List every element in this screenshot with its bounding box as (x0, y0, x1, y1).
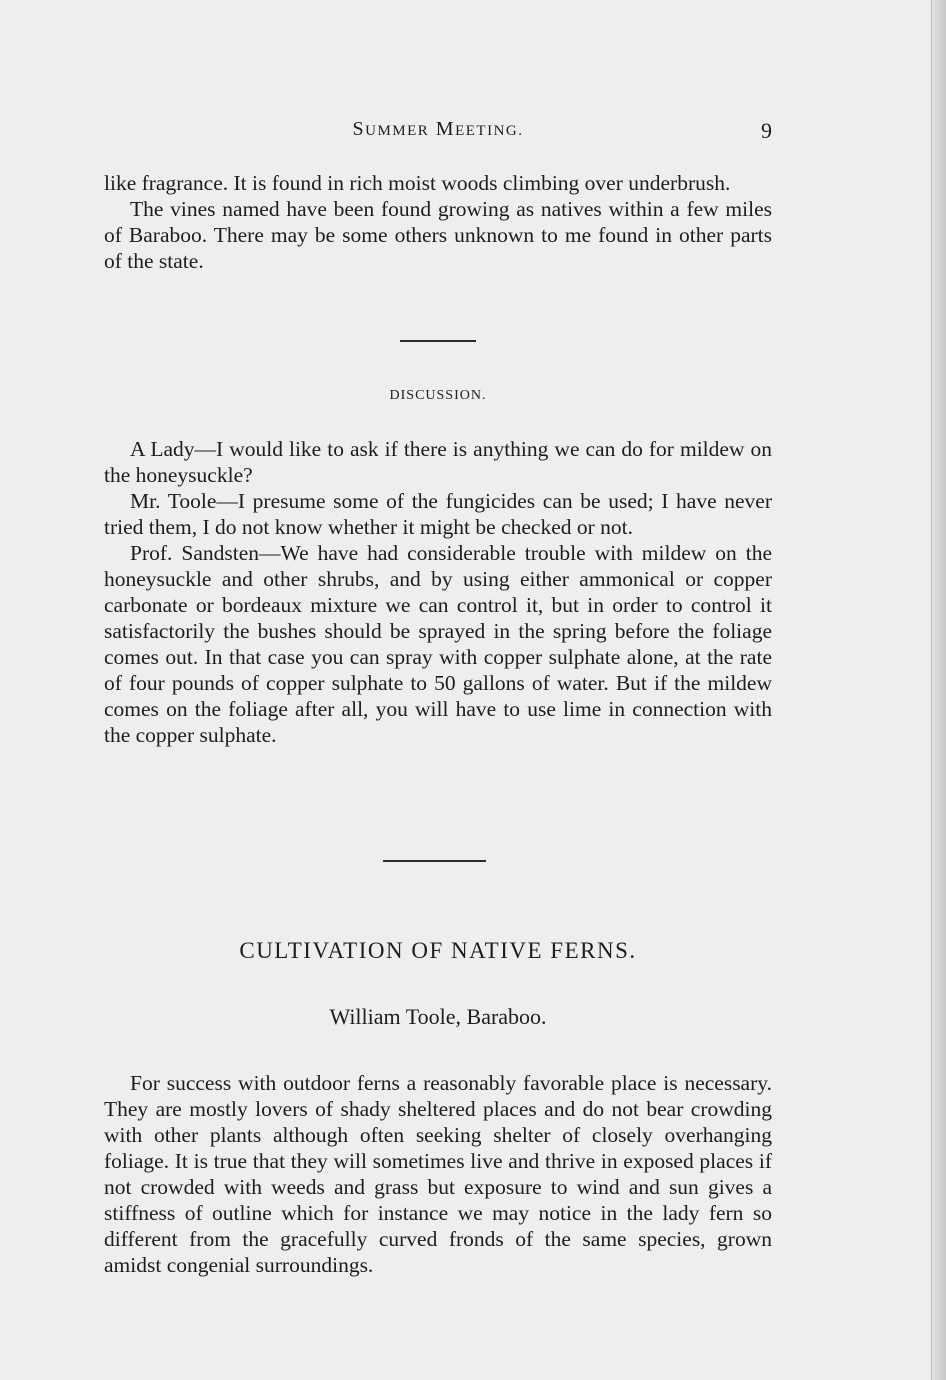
discussion-heading: DISCUSSION. (389, 388, 487, 403)
section-divider (400, 340, 476, 342)
discussion-paragraph: Prof. Sandsten—We have had considerable trouble with mildew on the honeysuckle and other shrubs, and by using either ammonical or copper carbonate or bordeaux mixture we can control it, but in order to control it satisfactorily the bushes should be sprayed in the spring before the foliage comes out. In that case you can spray with copper sulphate alone, at the rate of four pounds of copper sulphate to 50 gallons of water. But if the mildew comes on the foliage after all, you will have to use lime in connection with the copper sulphate. (104, 541, 772, 747)
article-paragraph: For success with outdoor ferns a reasonably favorable place is necessary. They are mostly lovers of shady sheltered places and do not bear crowding with other plants although often seeking shelter of closely overhanging foliage. It is true that they will sometimes live and thrive in exposed places if not crowded with weeds and grass but exposure to wind and sun gives a stiffness of outline which for instance we may notice in the lady fern so different from the gracefully curved fronds of the same species, grown amidst congenial surroundings. (104, 1071, 772, 1277)
section-divider (383, 860, 486, 862)
running-title-initial: M (435, 118, 456, 140)
page-number: 9 (761, 118, 772, 143)
page-edge (931, 0, 946, 1380)
article-title: CULTIVATION OF NATIVE FERNS. (239, 938, 637, 963)
intro-paragraph: like fragrance. It is found in rich moist woods climbing over underbrush. (104, 171, 731, 195)
article-byline: William Toole, Baraboo. (329, 1004, 547, 1029)
discussion-paragraph: A Lady—I would like to ask if there is anything we can do for mildew on the honeysuckle? (104, 437, 772, 487)
intro-paragraph: The vines named have been found growing as natives within a few miles of Baraboo. There may be some others unknown to me found in other parts of the state. (104, 197, 772, 273)
article-text (104, 1070, 772, 1278)
intro-text (104, 170, 772, 274)
discussion-text (104, 436, 772, 748)
running-title-word: UMMER (365, 123, 430, 139)
running-title-initial: S (352, 118, 366, 140)
running-title-word: EETING. (455, 123, 524, 139)
discussion-paragraph: Mr. Toole—I presume some of the fungicides can be used; I have never tried them, I do not know whether it might be checked or not. (104, 489, 772, 539)
running-head (104, 118, 772, 146)
running-title (104, 118, 772, 141)
